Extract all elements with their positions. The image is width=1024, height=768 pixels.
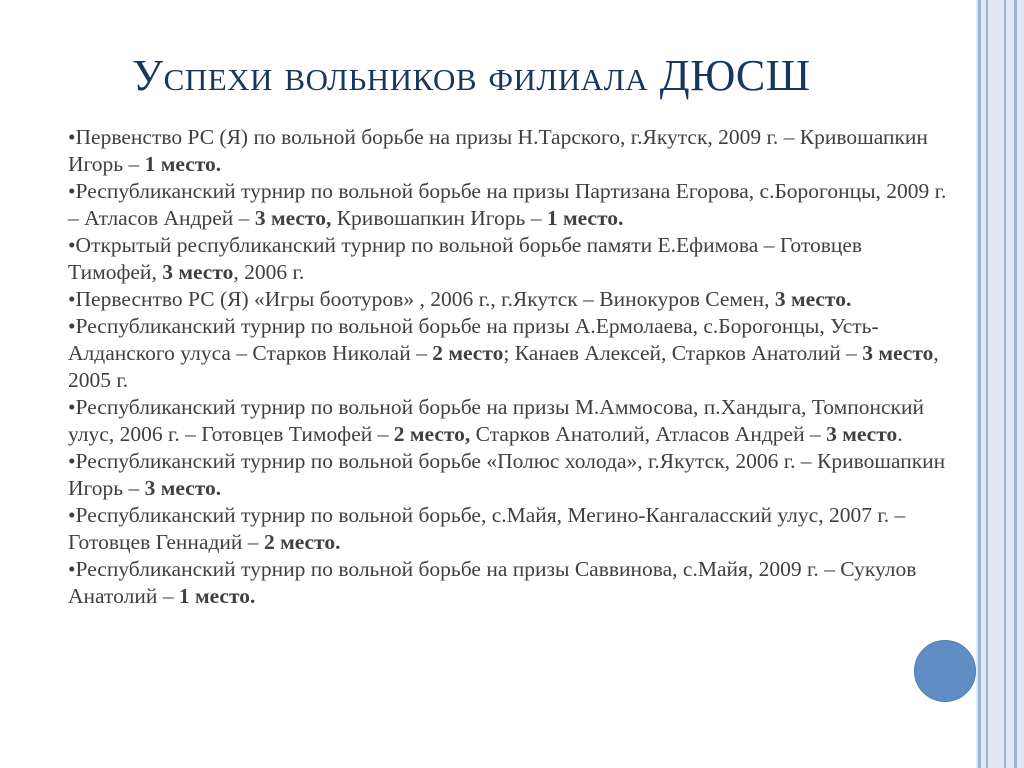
item-place: 2 место, [393, 422, 471, 446]
list-item [68, 313, 948, 394]
item-text: ; Канаев Алексей, Старков Анатолий – [503, 341, 863, 365]
item-text: . [897, 422, 903, 446]
list-item [68, 502, 948, 556]
list-item [68, 448, 948, 502]
item-text: •Республиканский турнир по вольной борьбе на призы М.Аммосова, п.Хандыга, Томпонский улус, 2006 г. – Готовцев Тимофей – [68, 395, 924, 446]
item-text: •Первенство РС (Я) по вольной борьбе на призы Н.Тарского, г.Якутск, 2009 г. – Кривошапкин Игорь – [68, 125, 928, 176]
item-place: 1 место. [144, 152, 222, 176]
item-text: Кривошапкин Игорь – [331, 206, 547, 230]
border-stripe [986, 0, 988, 768]
list-item [68, 178, 948, 232]
list-item [68, 394, 948, 448]
list-item [68, 556, 948, 610]
item-text: •Первеснтво РС (Я) «Игры боотуров» , 2006 г., г.Якутск – Винокуров Семен, [68, 287, 775, 311]
item-place: 1 место. [178, 584, 256, 608]
list-item [68, 232, 948, 286]
item-place: 3 место. [144, 476, 222, 500]
item-place: 3 место [162, 260, 234, 284]
list-item [68, 124, 948, 178]
item-text: •Республиканский турнир по вольной борьбе, с.Майя, Мегино-Кангаласский улус, 2007 г. – Готовцев Геннадий – [68, 503, 906, 554]
slide-title: Успехи вольников филиала ДЮСШ [132, 51, 811, 100]
item-place: 3 место [826, 422, 898, 446]
item-text: , 2005 г. [68, 341, 939, 392]
item-text: •Открытый республиканский турнир по вольной борьбе памяти Е.Ефимова – Готовцев Тимофей, [68, 233, 863, 284]
item-text: Старков Анатолий, Атласов Андрей – [470, 422, 827, 446]
item-place: 2 место [432, 341, 504, 365]
item-text: •Республиканский турнир по вольной борьбе на призы Партизана Егорова, с.Борогонцы, 2009 г. – Атласов Андрей – [68, 179, 947, 230]
border-stripe [978, 0, 981, 768]
border-stripe [1014, 0, 1017, 768]
item-text: •Республиканский турнир по вольной борьбе на призы Саввинова, с.Майя, 2009 г. – Сукулов Анатолий – [68, 557, 917, 608]
border-stripe [1004, 0, 1006, 768]
item-place: 2 место. [263, 530, 341, 554]
list-item [68, 286, 948, 313]
item-text: •Республиканский турнир по вольной борьбе на призы А.Ермолаева, с.Борогонцы, Усть-Алданского улуса – Старков Николай – [68, 314, 879, 365]
item-place: 1 место. [546, 206, 624, 230]
item-place: 3 место, [254, 206, 332, 230]
item-text: , 2006 г. [233, 260, 305, 284]
achievements-list [68, 124, 948, 610]
item-place: 3 место [862, 341, 934, 365]
decorative-circle [914, 640, 976, 702]
item-place: 3 место. [774, 287, 852, 311]
item-text: •Республиканский турнир по вольной борьбе «Полюс холода», г.Якутск, 2006 г. – Кривошапкин Игорь – [68, 449, 946, 500]
